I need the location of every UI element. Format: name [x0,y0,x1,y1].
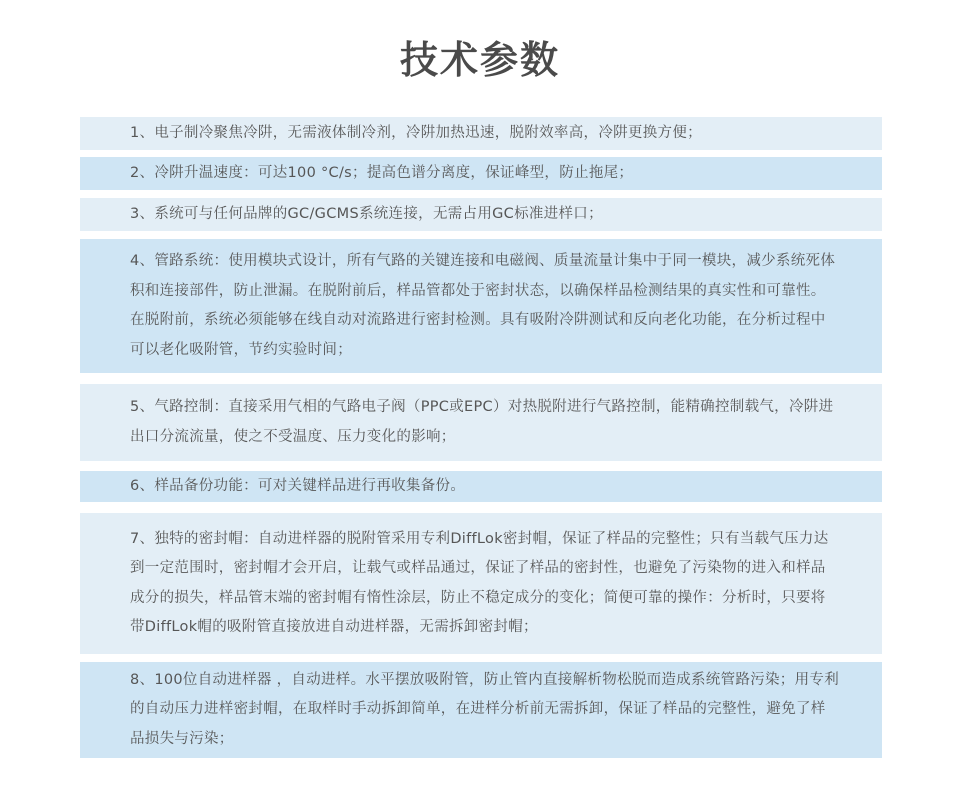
spec-item-4-text: 4、管路系统：使用模块式设计，所有气路的关键连接和电磁阀、质量流量计集中于同一模块，减少系统死体积和连接部件，防止泄漏。在脱附前后，样品管都处于密封状态，以确保样品检测结果的真实性和可靠性。在脱附前，系统必须能够在线自动对流路进行密封检测。具有吸附冷阱测试和反向老化功能，在分析过程中可以老化吸附管，节约实验时间； [130,253,836,358]
spec-item-7-text: 7、独特的密封帽：自动进样器的脱附管采用专利DiffLok密封帽，保证了样品的完整性；只有当载气压力达到一定范围时，密封帽才会开启，让载气或样品通过，保证了样品的密封性，也避免了污染物的进入和样品成分的损失，样品管末端的密封帽有惰性涂层，防止不稳定成分的变化；简便可靠的操作：分析时，只要将带DiffLok帽的吸附管直接放进自动进样器，无需拆卸密封帽； [130,530,829,635]
spec-item-4 [80,239,882,373]
spec-item-7 [80,513,882,654]
spec-item-6 [80,471,882,502]
spec-item-2-text: 2、冷阱升温速度：可达100 °C/s；提高色谱分离度，保证峰型，防止拖尾； [130,164,634,181]
spec-item-5-text: 5、气路控制：直接采用气相的气路电子阀（PPC或EPC）对热脱附进行气路控制，能精确控制载气，冷阱进出口分流流量，使之不受温度、压力变化的影响； [130,399,834,445]
spec-item-8-text: 8、100位自动进样器 ，自动进样。水平摆放吸附管，防止管内直接解析物松脱而造成系统管路污染；用专利的自动压力进样密封帽，在取样时手动拆卸简单，在进样分析前无需拆卸，保证了样品的完整性，避免了样品损失与污染； [130,671,840,747]
spec-item-3 [80,198,882,231]
spec-item-3-text: 3、系统可与任何品牌的GC/GCMS系统连接，无需占用GC标准进样口； [130,205,603,222]
spec-item-2 [80,157,882,190]
spec-item-1 [80,117,882,150]
page-title: 技术参数 [399,38,560,82]
spec-item-8 [80,662,882,758]
spec-item-1-text: 1、电子制冷聚焦冷阱，无需液体制冷剂，冷阱加热迅速，脱附效率高，冷阱更换方便； [130,124,702,141]
spec-item-6-text: 6、样品备份功能：可对关键样品进行再收集备份。 [130,477,466,494]
spec-item-5 [80,384,882,461]
